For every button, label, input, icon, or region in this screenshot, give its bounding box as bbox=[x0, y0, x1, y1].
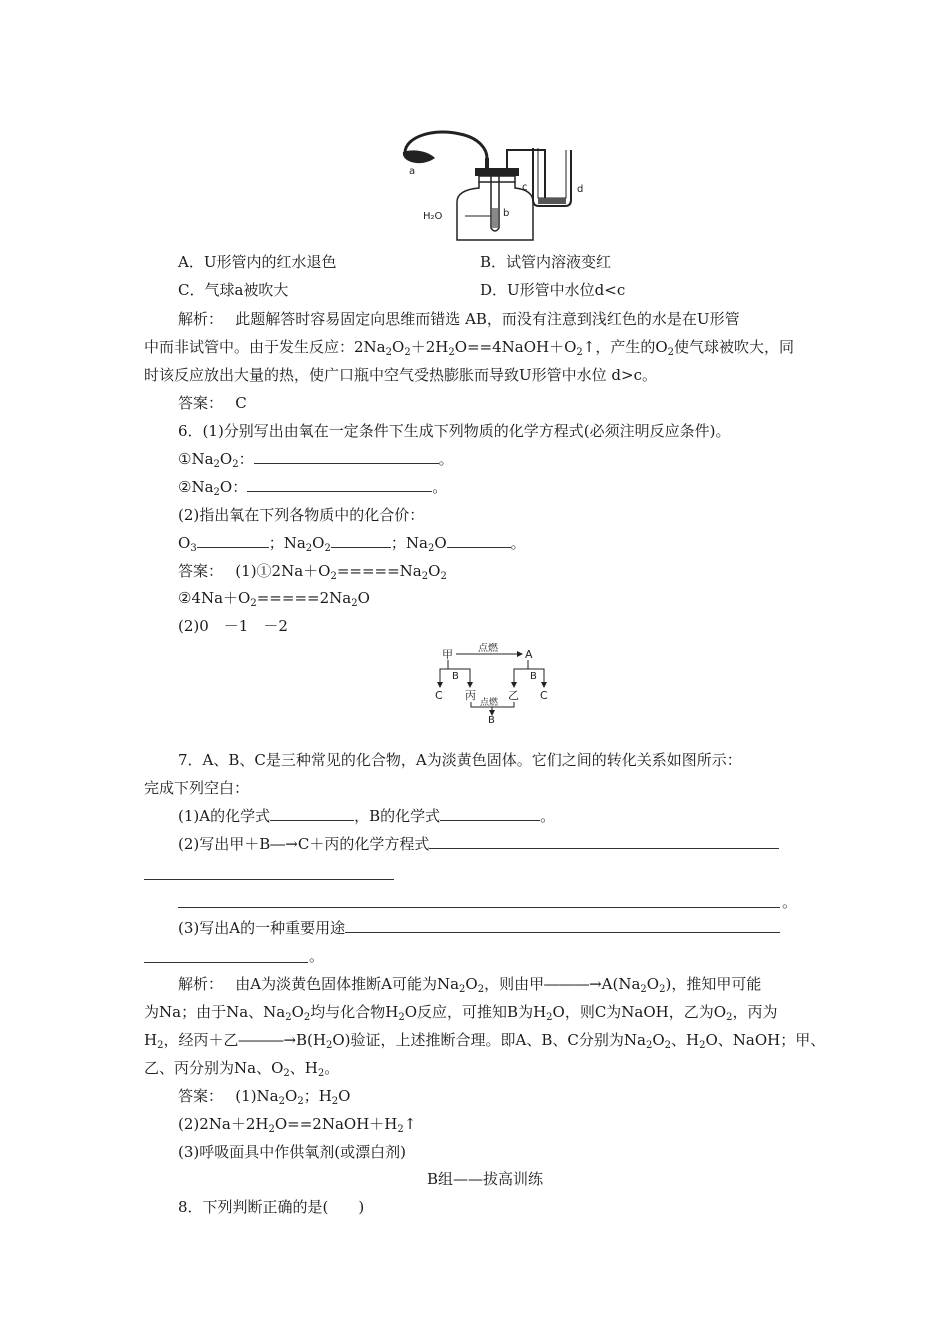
q6-valence-line: $O_3$ ；$Na_2O_2$ ；$Na_2O$ 。 bbox=[178, 534, 526, 554]
answer-blank[interactable] bbox=[447, 533, 511, 548]
option-a: A．U形管内的红水退色 bbox=[178, 253, 337, 271]
branch-b-left: B bbox=[452, 671, 459, 682]
q6-item1: $①Na_2O_2$： 。 bbox=[178, 450, 454, 470]
q6-answer3: (2)0 －1 －2 bbox=[178, 617, 288, 635]
label-c: c bbox=[522, 182, 528, 193]
q5-analysis-line2: 中而非试管中。由于发生反应：$2Na_2O_2+2H_2O==4NaOH+O_2↑$，产生的$O_2$使气球被吹大，同 bbox=[144, 338, 795, 358]
q8-stem: 8．下列判断正确的是( ) bbox=[178, 1198, 365, 1216]
node-b-bottom: B bbox=[488, 715, 495, 723]
label-water: H₂O bbox=[423, 211, 443, 222]
q7-part1: (1)A的化学式 ，B的化学式 。 bbox=[178, 807, 556, 825]
section-heading: B组——拔高训练 bbox=[427, 1170, 544, 1188]
answer-blank[interactable] bbox=[247, 477, 432, 492]
q6-part2: (2)指出氧在下列各物质中的化合价： bbox=[178, 506, 425, 524]
q5-analysis-line1: 解析： 此题解答时容易固定向思维而错选 AB，而没有注意到浅红色的水是在U形管 bbox=[178, 310, 740, 328]
answer-blank[interactable] bbox=[254, 449, 439, 464]
answer-line[interactable] bbox=[144, 962, 308, 963]
node-jia: 甲 bbox=[442, 648, 453, 661]
label-d: d bbox=[577, 184, 584, 195]
label-b: b bbox=[503, 208, 510, 219]
q7-part3-end: 。 bbox=[309, 947, 325, 965]
stopper bbox=[475, 168, 519, 176]
apparatus-figure bbox=[395, 128, 605, 246]
answer-blank[interactable] bbox=[270, 806, 354, 821]
q5-analysis-line3: 时该反应放出大量的热，使广口瓶中空气受热膨胀而导致U形管中水位 d>c。 bbox=[144, 366, 657, 384]
q7-analysis-line4: 乙、丙分别为Na、$O_2$、$H_2$。 bbox=[144, 1059, 340, 1079]
q7-answer2: $(2)2Na+2H_2O==2NaOH+H_2↑$ bbox=[178, 1115, 417, 1135]
answer-blank[interactable] bbox=[345, 918, 780, 933]
option-d: D．U形管中水位d<c bbox=[480, 281, 626, 299]
q7-analysis-line1: 解析： 由A为淡黄色固体推断A可能为$Na_2O_2$，则由甲$―――\to A(Na_2O_2)$，推知甲可能 bbox=[178, 975, 762, 995]
q7-part2-end: 。 bbox=[782, 893, 798, 911]
burn-label-top: 点燃 bbox=[478, 643, 498, 654]
q7-answer1: 答案： $(1)Na_2O_2$；$H_2O$ bbox=[178, 1087, 351, 1107]
answer-line[interactable] bbox=[144, 879, 394, 880]
branch-b-right: B bbox=[530, 671, 537, 682]
q7-analysis-line2: 为Na；由于Na、$Na_2O_2$均与化合物$H_2O$反应，可推知B为$H_2O$，则C为NaOH，乙为$O_2$，丙为 bbox=[144, 1003, 778, 1023]
u-tube bbox=[533, 148, 571, 206]
q6-answer2: $②4Na+O_2=====2Na_2O$ bbox=[178, 589, 370, 609]
node-c-right: C bbox=[540, 689, 548, 702]
q5-answer: 答案： C bbox=[178, 394, 247, 412]
answer-blank[interactable] bbox=[197, 533, 269, 548]
node-bing: 丙 bbox=[465, 689, 476, 702]
burn-label-bottom: 点燃 bbox=[480, 698, 499, 708]
option-c: C．气球a被吹大 bbox=[178, 281, 289, 299]
q7-analysis-line3: $H_2$，经丙＋乙$―――\to B(H_2O)$验证，上述推断合理。即A、B、C分别为$Na_2O_2$、$H_2O$、NaOH；甲、 bbox=[144, 1031, 826, 1051]
q6-stem: 6．(1)分别写出由氧在一定条件下生成下列物质的化学方程式(必须注明反应条件)。 bbox=[178, 422, 731, 440]
label-a: a bbox=[409, 166, 416, 177]
q7-answer3: (3)呼吸面具中作供氧剂(或漂白剂) bbox=[178, 1143, 406, 1161]
option-b: B．试管内溶液变红 bbox=[480, 253, 612, 271]
node-c-left: C bbox=[435, 689, 443, 702]
q7-stem1: 7．A、B、C是三种常见的化合物，A为淡黄色固体。它们之间的转化关系如图所示： bbox=[178, 751, 742, 769]
answer-blank[interactable] bbox=[429, 834, 779, 849]
node-yi: 乙 bbox=[508, 689, 519, 702]
q7-part2: (2)写出甲＋B―→C＋丙的化学方程式 bbox=[178, 834, 779, 854]
answer-line[interactable] bbox=[178, 907, 780, 908]
conversion-diagram bbox=[430, 643, 560, 723]
q7-part3: (3)写出A的一种重要用途 bbox=[178, 918, 780, 938]
answer-blank[interactable] bbox=[331, 533, 391, 548]
q7-stem2: 完成下列空白： bbox=[144, 779, 250, 797]
node-a: A bbox=[525, 648, 533, 661]
q6-item2: $②Na_2O$： 。 bbox=[178, 478, 448, 498]
q6-answer1: 答案： $(1)①2Na+O_2=====Na_2O_2$ bbox=[178, 562, 447, 582]
answer-blank[interactable] bbox=[440, 806, 540, 821]
